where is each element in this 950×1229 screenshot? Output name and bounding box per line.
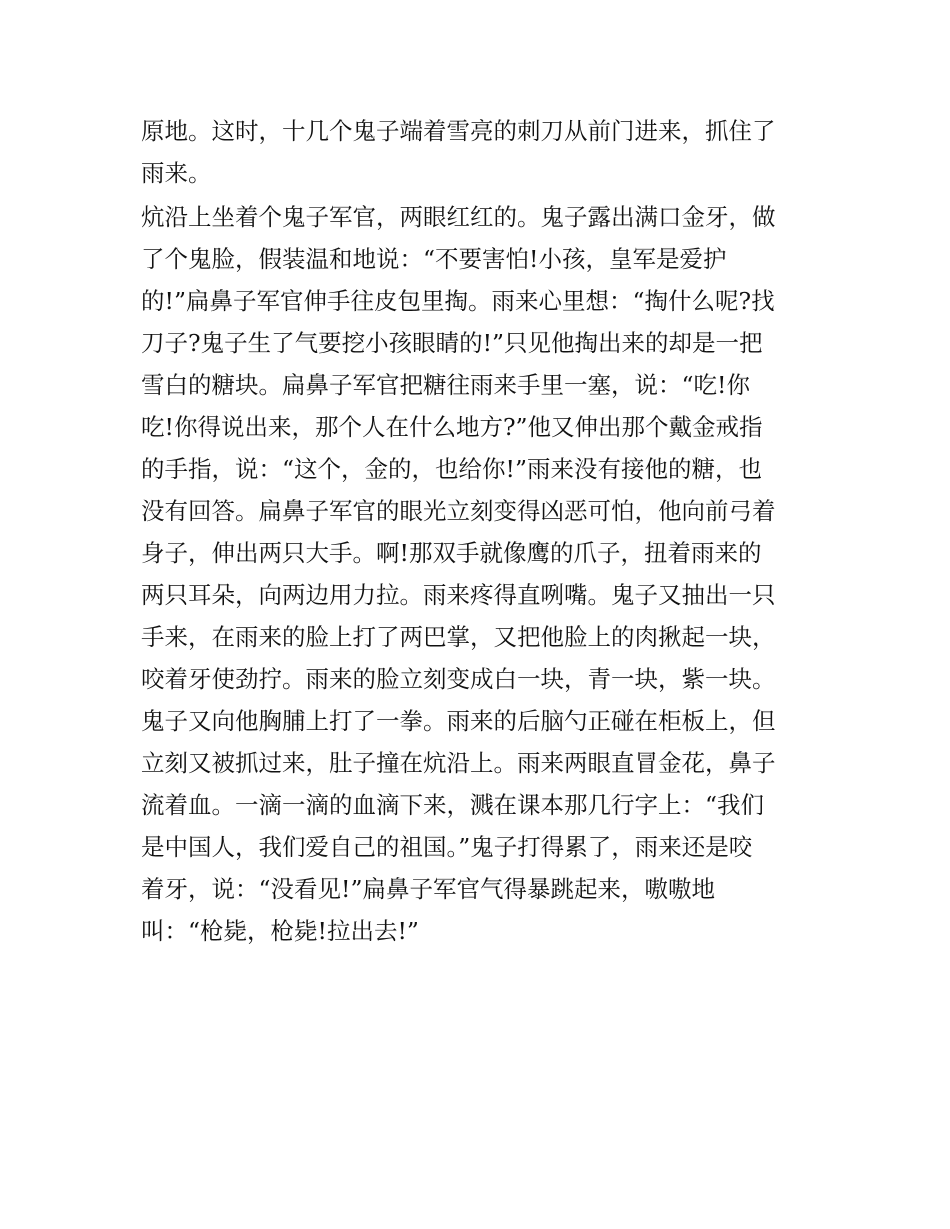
text-line-8: 吃!你得说出来，那个人在什么地方?”他又伸出那个戴金戒指	[141, 413, 763, 441]
text-line-1: 原地。这时，十几个鬼子端着雪亮的刺刀从前门进来，抓住了	[141, 117, 776, 145]
text-line-18: 是中国人，我们爱自己的祖国。”鬼子打得累了，雨来还是咬	[141, 833, 753, 861]
text-line-9: 的手指，说：“这个，金的，也给你!”雨来没有接他的糖，也	[141, 455, 762, 483]
text-line-6: 刀子?鬼子生了气要挖小孩眼睛的!”只见他掏出来的却是一把	[141, 329, 763, 357]
text-line-7: 雪白的糖块。扁鼻子军官把糖往雨来手里一塞，说：“吃!你	[141, 371, 750, 399]
text-line-5: 的!”扁鼻子军官伸手往皮包里掏。雨来心里想：“掏什么呢?找	[141, 287, 775, 315]
text-line-12: 两只耳朵，向两边用力拉。雨来疼得直咧嘴。鬼子又抽出一只	[141, 581, 776, 609]
text-line-20: 叫：“枪毙，枪毙!拉出去!”	[141, 917, 419, 945]
text-line-2: 雨来。	[141, 159, 212, 187]
text-line-4: 了个鬼脸，假装温和地说：“不要害怕!小孩，皇军是爱护	[141, 245, 727, 273]
text-line-11: 身子，伸出两只大手。啊!那双手就像鹰的爪子，扭着雨来的	[141, 539, 762, 567]
text-line-16: 立刻又被抓过来，肚子撞在炕沿上。雨来两眼直冒金花，鼻子	[141, 749, 776, 777]
text-line-10: 没有回答。扁鼻子军官的眼光立刻变得凶恶可怕，他向前弓着	[141, 497, 776, 525]
story-text	[141, 110, 831, 952]
text-line-17: 流着血。一滴一滴的血滴下来，溅在课本那几行字上：“我们	[141, 791, 765, 819]
text-line-3: 炕沿上坐着个鬼子军官，两眼红红的。鬼子露出满口金牙，做	[141, 203, 776, 231]
text-line-13: 手来，在雨来的脸上打了两巴掌，又把他脸上的肉揪起一块，	[141, 623, 776, 651]
text-line-14: 咬着牙使劲拧。雨来的脸立刻变成白一块，青一块，紫一块。	[141, 665, 776, 693]
text-line-15: 鬼子又向他胸脯上打了一拳。雨来的后脑勺正碰在柜板上，但	[141, 707, 776, 735]
text-line-19: 着牙，说：“没看见!”扁鼻子军官气得暴跳起来，嗷嗷地	[141, 875, 715, 903]
